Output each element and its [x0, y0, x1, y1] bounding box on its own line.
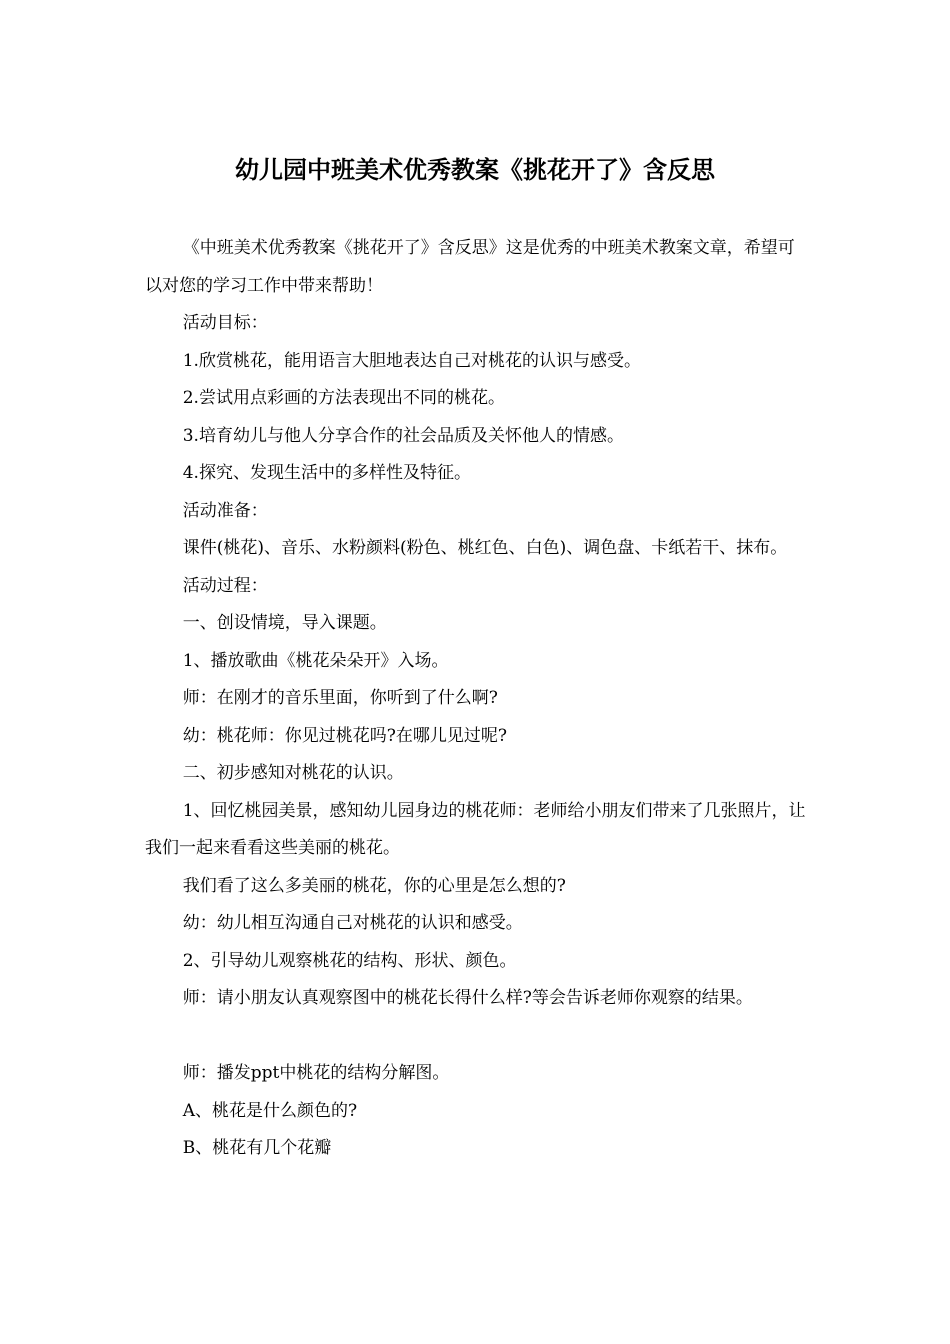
paragraph-question-a: A、桃花是什么颜色的? [182, 1100, 358, 1121]
paragraph-prep-materials: 课件(桃花)、音乐、水粉颜料(粉色、桃红色、白色)、调色盘、卡纸若干、抹布。 [182, 538, 788, 558]
paragraph-step-2-1: 1、回忆桃园美景，感知幼儿园身边的桃花师：老师给小朋友们带来了几张照片，让我们一起来看看这些美丽的桃花。 [145, 800, 806, 858]
paragraph-question-b: B、桃花有几个花瓣 [182, 1138, 332, 1158]
paragraph-step-2: 二、初步感知对桃花的认识。 [182, 763, 404, 783]
paragraph-step-2-2: 2、引导幼儿观察桃花的结构、形状、颜色。 [182, 950, 517, 971]
paragraph-intro: 《中班美术优秀教案《挑花开了》含反思》这是优秀的中班美术教案文章，希望可以对您的学习工作中带来帮助！ [145, 238, 795, 296]
paragraph-dialog-5: 师：请小朋友认真观察图中的桃花长得什么样?等会告诉老师你观察的结果。 [182, 988, 753, 1008]
paragraph-step-1-1: 1、播放歌曲《桃花朵朵开》入场。 [182, 650, 449, 671]
paragraph-goal-4: 4.探究、发现生活中的多样性及特征。 [182, 463, 471, 483]
paragraph-goals-heading: 活动目标： [182, 313, 268, 333]
paragraph-dialog-1: 师：在刚才的音乐里面，你听到了什么啊? [182, 688, 498, 708]
paragraph-goal-2: 2.尝试用点彩画的方法表现出不同的桃花。 [182, 388, 505, 408]
document-body [145, 230, 810, 1168]
paragraph-spacer [145, 1018, 810, 1056]
paragraph-dialog-4: 幼：幼儿相互沟通自己对桃花的认识和感受。 [182, 913, 523, 933]
paragraph-prep-heading: 活动准备： [182, 500, 268, 521]
paragraph-goal-1: 1.欣赏桃花，能用语言大胆地表达自己对桃花的认识与感受。 [182, 350, 641, 371]
document-title: 幼儿园中班美术优秀教案《挑花开了》含反思 [235, 156, 715, 184]
paragraph-dialog-3: 我们看了这么多美丽的桃花，你的心里是怎么想的? [182, 875, 566, 896]
paragraph-goal-3: 3.培育幼儿与他人分享合作的社会品质及关怀他人的情感。 [182, 425, 624, 446]
paragraph-process-heading: 活动过程： [182, 575, 268, 596]
paragraph-dialog-2: 幼：桃花师：你见过桃花吗?在哪儿见过呢? [182, 725, 507, 746]
paragraph-step-1: 一、创设情境，导入课题。 [182, 613, 387, 633]
paragraph-dialog-6: 师：播发ppt中桃花的结构分解图。 [182, 1063, 450, 1083]
